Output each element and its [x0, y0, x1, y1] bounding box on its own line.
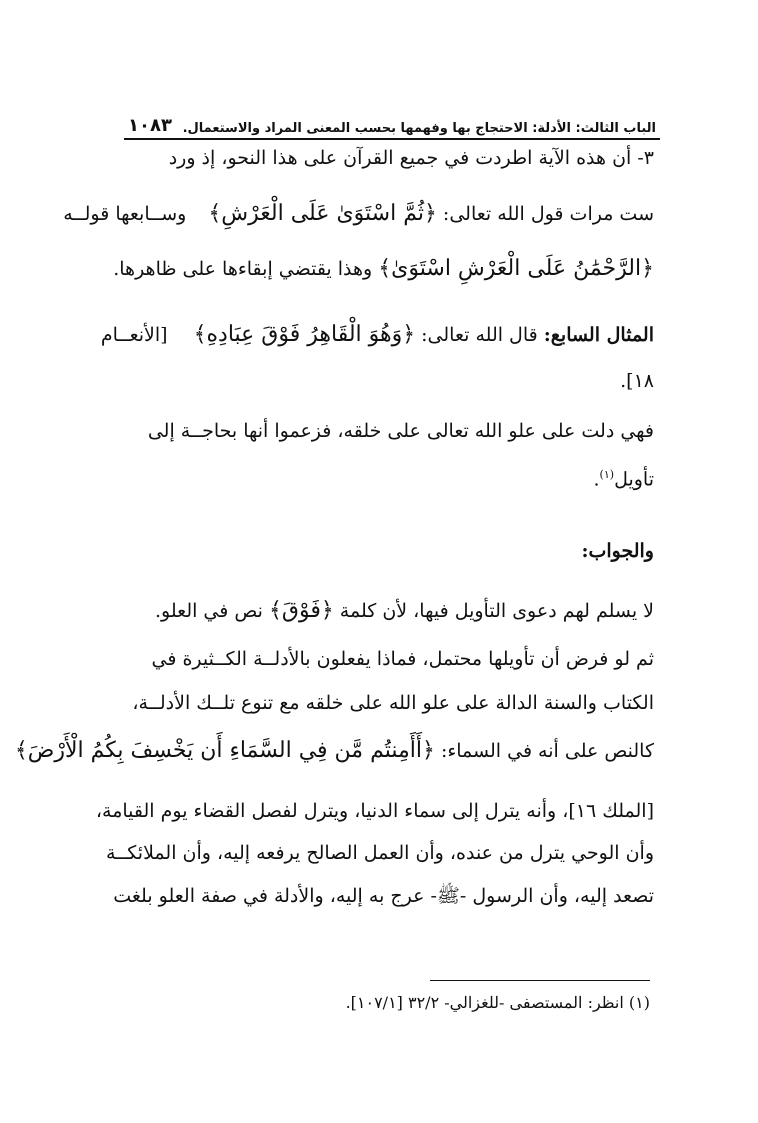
text-span: وســابعها قولــه — [63, 203, 187, 225]
text-span: ١٨]. — [620, 370, 654, 392]
text-span: وأن الوحي يترل من عنده، وأن العمل الصالح يرفعه إليه، وأن الملائكــة — [105, 842, 654, 864]
text-line — [63, 201, 654, 226]
text-line — [594, 468, 655, 490]
text-span: ٣- أن هذه الآية اطردت في جميع القرآن على هذا النحو، إذ ورد — [168, 147, 654, 169]
text-span: ثم لو فرض أن تأويلها محتمل، فماذا يفعلون بالأدلــة الكــثيرة في — [151, 648, 654, 670]
text-span: فهي دلت على علو الله تعالى على خلقه، فزعموا أنها بحاجــة إلى — [147, 420, 654, 442]
text-line — [96, 800, 654, 822]
text-line — [169, 147, 654, 169]
text-line — [148, 420, 654, 442]
text-span: تصعد إليه، وأن الرسول -ﷺ- عرج به إليه، والأدلة في صفة العلو بلغت — [113, 885, 654, 907]
text-line — [15, 738, 654, 763]
text-line — [113, 256, 654, 281]
quran-verse: ﴿أَأَمِنتُم مَّن فِي السَّمَاءِ أَن يَخْسِفَ بِكُمُ الْأَرْضَ﴾ — [14, 738, 435, 763]
text-line — [620, 370, 654, 392]
page-header — [128, 112, 656, 136]
quran-verse: ﴿الرَّحْمَٰنُ عَلَى الْعَرْشِ اسْتَوَىٰ﴾ — [378, 256, 654, 281]
running-title: الباب الثالث: الأدلة: الاحتجاج بها وفهمها بحسب المعنى المراد والاستعمال. — [182, 121, 656, 136]
footnote-ref[interactable]: (١) — [599, 468, 615, 481]
text-line — [106, 842, 654, 864]
text-line — [152, 648, 654, 670]
heading-text: والجواب: — [581, 540, 654, 562]
quran-verse: ﴿وَهُوَ الْقَاهِرُ فَوْقَ عِبَادِهِ﴾ — [193, 322, 416, 347]
text-span: نص في العلو. — [155, 600, 263, 622]
quran-verse: ﴿ثُمَّ اسْتَوَىٰ عَلَى الْعَرْشِ﴾ — [208, 201, 437, 226]
text-line — [155, 598, 654, 623]
text-span: كالنص على أنه في السماء: — [440, 740, 654, 762]
page-number: ١٠٨٣ — [128, 115, 172, 136]
example-label: المثال السابع: — [543, 324, 654, 346]
text-span: الكتاب والسنة الدالة على علو الله على خلقه مع تنوع تلــك الأدلــة، — [132, 692, 654, 714]
text-span: [الملك ١٦]، وأنه يترل إلى سماء الدنيا، ويترل لفصل القضاء يوم القيامة، — [95, 800, 654, 822]
text-line — [101, 322, 654, 347]
section-heading — [581, 540, 654, 562]
text-line — [113, 884, 654, 912]
text-span: ست مرات قول الله تعالى: — [442, 203, 654, 225]
text-span: لا يسلم لهم دعوى التأويل فيها، لأن كلمة — [339, 600, 654, 622]
header-rule — [124, 138, 660, 140]
text-span: قال الله تعالى: — [421, 324, 538, 346]
text-span: تأويل — [614, 468, 654, 491]
footnote: (١) انظر: المستصفى -للغزالي- ٣٢/٢ [١٠٧/١]. — [345, 993, 650, 1012]
quran-verse: ﴿فَوْقَ﴾ — [269, 598, 334, 623]
text-line — [132, 692, 654, 714]
footnote-rule — [430, 980, 650, 981]
text-span: [الأنعــام — [100, 324, 168, 346]
text-span: وهذا يقتضي إبقاءها على ظاهرها. — [113, 258, 373, 280]
text-span: . — [593, 468, 600, 491]
